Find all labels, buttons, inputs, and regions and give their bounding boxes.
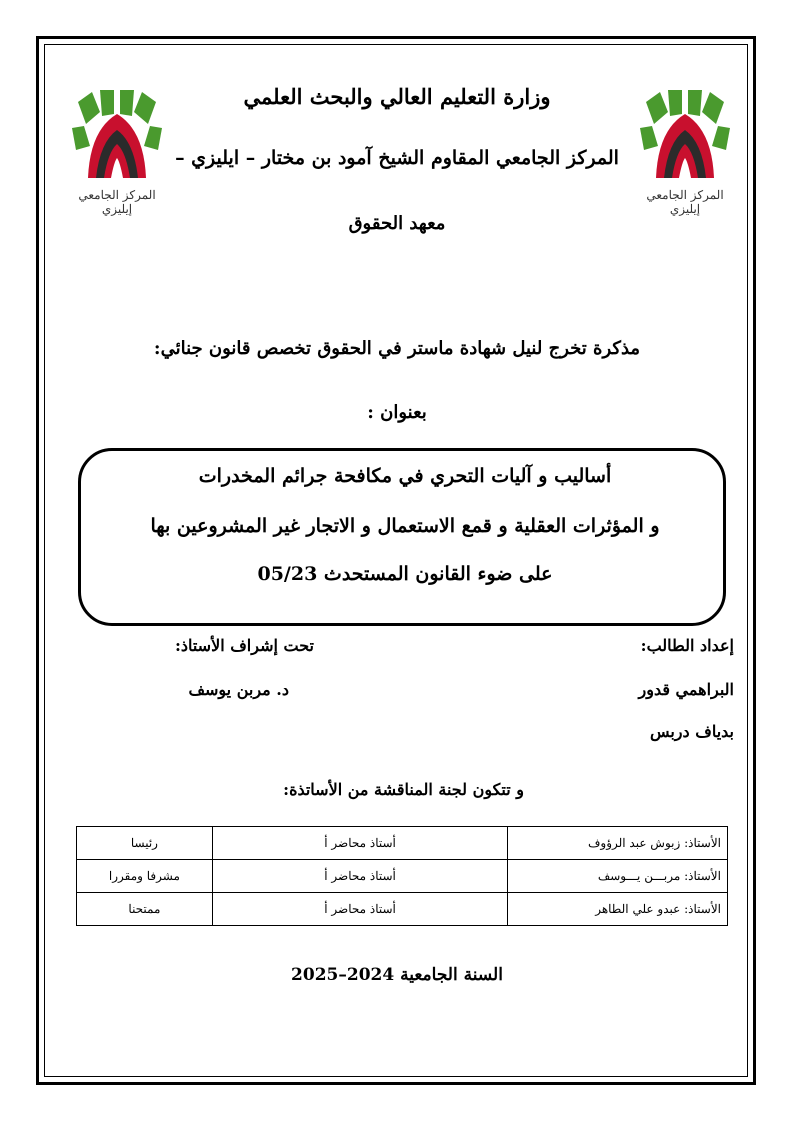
logo-caption: المركز الجامعي إيليزي [78, 188, 156, 216]
authors-label: إعداد الطالب: [640, 636, 734, 655]
author-name: بدياف دربس [649, 722, 734, 741]
jury-member-role: مشرفا ومقررا [77, 860, 213, 893]
jury-member-rank: أستاذ محاضر أ [212, 893, 508, 926]
jury-member-name: الأستاذ: عبدو علي الطاهر [508, 893, 728, 926]
author-name: البراهمي قدور [638, 680, 734, 699]
jury-table [76, 826, 728, 926]
jury-intro: و تتكون لجنة المناقشة من الأساتذة: [283, 780, 524, 799]
jury-member-name: الأستاذ: مربـــن يـــوسف [508, 860, 728, 893]
institute-heading: معهد الحقوق [348, 213, 446, 234]
logo-caption: المركز الجامعي إيليزي [646, 188, 724, 216]
jury-member-name: الأستاذ: زبوش عبد الرؤوف [508, 827, 728, 860]
university-center-heading: المركز الجامعي المقاوم الشيخ آمود بن مختار – ايليزي – [175, 147, 619, 169]
ministry-heading: وزارة التعليم العالي والبحث العلمي [243, 84, 551, 109]
academic-year: السنة الجامعية 2024–2025 [291, 965, 503, 985]
jury-member-role: ممتحنا [77, 893, 213, 926]
jury-member-role: رئيسا [77, 827, 213, 860]
degree-line: مذكرة تخرج لنيل شهادة ماستر في الحقوق تخصص قانون جنائي: [153, 338, 641, 359]
thesis-title-line: على ضوء القانون المستحدث 05/23 [257, 563, 553, 585]
thesis-title-box [78, 448, 726, 626]
jury-member-rank: أستاذ محاضر أ [212, 827, 508, 860]
thesis-title-line: أساليب و آليات التحري في مكافحة جرائم المخدرات [198, 465, 612, 487]
jury-member-rank: أستاذ محاضر أ [212, 860, 508, 893]
thesis-title-line: و المؤثرات العقلية و قمع الاستعمال و الاتجار غير المشروعين بها [150, 515, 660, 537]
table-row [77, 860, 728, 893]
table-row [77, 827, 728, 860]
table-row [77, 893, 728, 926]
supervisor-name: د. مربن يوسف [188, 680, 289, 699]
supervisor-label: تحت إشراف الأستاذ: [174, 636, 314, 655]
title-label: بعنوان : [367, 402, 427, 423]
